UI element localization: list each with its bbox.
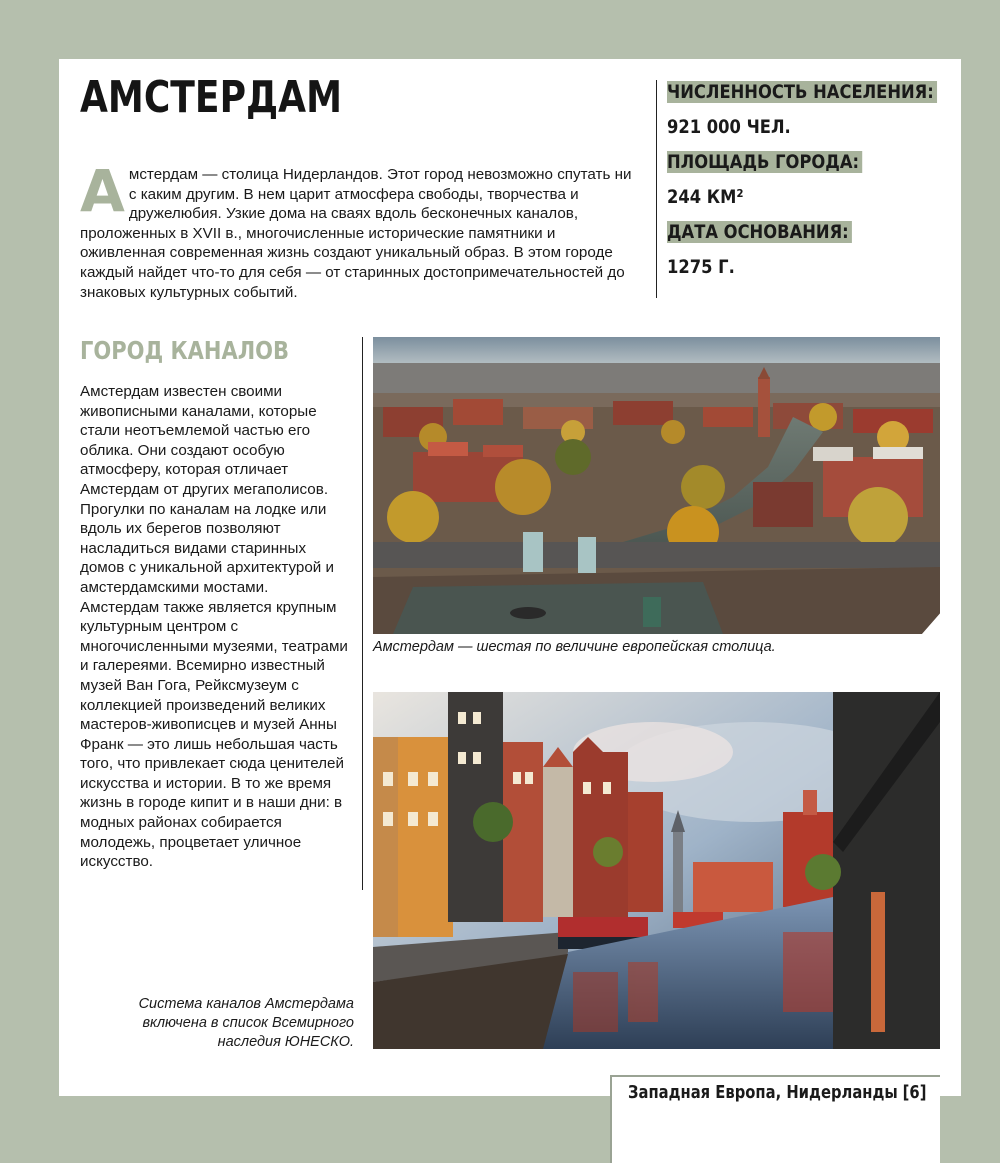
stats-panel — [667, 80, 981, 290]
drop-cap: А — [80, 157, 125, 225]
population-value: 921 000 ЧЕЛ. — [667, 116, 791, 138]
page-footer — [628, 1082, 926, 1103]
intro-text: мстердам — столица Нидерландов. Этот город невозможно спутать ни с каким другим. В нем царит атмосфера свободы, творчества и дружелюбия. Узкие дома на сваях вдоль бесконечных каналов, проложенных в XVII в., многочисленные исторические памятники и оживленная современная жизнь создают уникальный образ. В этом городе каждый найдет что-то для себя — от старинных достопримечательностей до знаковых культурных событий. — [80, 166, 632, 301]
column-divider — [362, 337, 363, 890]
photo2-caption: Система каналов Амстердама включена в список Всемирного наследия ЮНЕСКО. — [138, 996, 354, 1050]
founded-value: 1275 Г. — [667, 256, 735, 278]
population-label: ЧИСЛЕННОСТЬ НАСЕЛЕНИЯ: — [667, 80, 937, 104]
area-label: ПЛОЩАДЬ ГОРОДА: — [667, 150, 937, 174]
aerial-city-photo — [373, 337, 940, 634]
page-number: [6] — [902, 1082, 927, 1103]
stats-divider — [656, 80, 657, 298]
area-value: 244 КМ² — [667, 186, 744, 208]
founded-label: ДАТА ОСНОВАНИЯ: — [667, 220, 937, 244]
page-title: АМСТЕРДАМ — [80, 72, 342, 123]
canal-reflection-photo — [373, 692, 940, 1049]
section-heading: ГОРОД КАНАЛОВ — [80, 336, 290, 365]
section-body: Амстердам известен своими живописными каналами, которые стали неотъемлемой частью его облика. Они создают особую атмосферу, которая отличает Амстердам от других мегаполисов. Прогулки по каналам на лодке или вдоль их берегов позволяют насладиться видами старинных домов с уникальной архитектурой и амстердамскими мостами. Амстердам также является крупным культурным центром с многочисленными музеями, театрами и галереями. Всемирно известный музей Ван Гога, Рейксмузеум с коллекцией произведений великих мастеров-живописцев и музей Анны Франк — это лишь небольшая часть того, что привлекает сюда ценителей искусства и истории. В то же время жизнь в городе кипит и в наши дни: в модных районах собирается молодежь, процветает уличное искусство. — [80, 383, 348, 871]
footer-region: Западная Европа, Нидерланды — [628, 1082, 898, 1103]
photo1-caption: Амстердам — шестая по величине европейская столица. — [373, 639, 776, 655]
intro-paragraph — [80, 157, 632, 302]
